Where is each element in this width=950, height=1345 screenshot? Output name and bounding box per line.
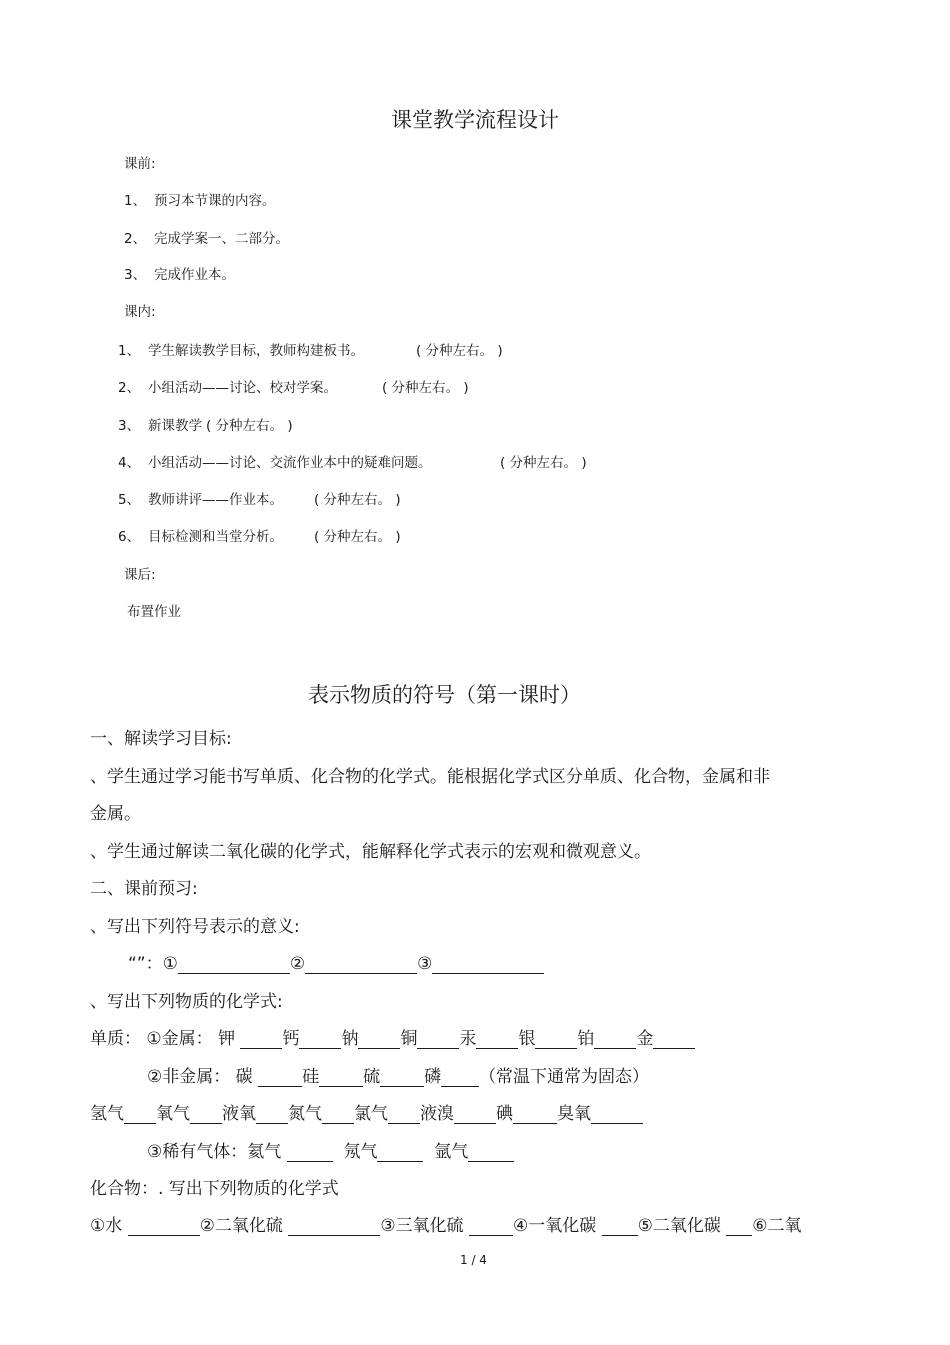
- duration-note: ( 分种左右。 ): [314, 492, 401, 508]
- blank-line[interactable]: [287, 1144, 333, 1162]
- goal-text: 、学生通过解读二氧化碳的化学式，能解释化学式表示的宏观和微观意义。: [90, 842, 651, 862]
- blank-line[interactable]: [469, 1218, 513, 1236]
- blank-line[interactable]: [256, 1106, 288, 1124]
- after-class-heading: 课后:: [124, 567, 156, 583]
- page-number: 1 / 4: [460, 1253, 487, 1267]
- list-item: 1、 预习本节课的内容。: [124, 193, 276, 209]
- blank-line[interactable]: [190, 1106, 222, 1124]
- blank-line[interactable]: [476, 1031, 518, 1049]
- blank-line[interactable]: [726, 1218, 752, 1236]
- list-item: 2、 完成学案一、二部分。: [124, 231, 289, 247]
- blank-line[interactable]: [128, 1218, 200, 1236]
- page-title: 课堂教学流程设计: [391, 108, 559, 132]
- preview-heading: 二、课前预习:: [90, 879, 198, 899]
- blank-line[interactable]: [178, 956, 290, 974]
- blank-line[interactable]: [653, 1031, 695, 1049]
- goal-text: 金属。: [90, 804, 141, 824]
- blank-line[interactable]: [305, 956, 417, 974]
- list-item: 2、 小组活动——讨论、校对学案。: [118, 380, 337, 396]
- blank-line[interactable]: [322, 1106, 354, 1124]
- goal-text: 、学生通过学习能书写单质、化合物的化学式。能根据化学式区分单质、化合物，金属和非: [90, 767, 770, 787]
- blank-line[interactable]: [388, 1106, 420, 1124]
- blank-line[interactable]: [288, 1218, 380, 1236]
- blank-line[interactable]: [594, 1031, 636, 1049]
- list-item: 5、 教师讲评——作业本。: [118, 492, 283, 508]
- blank-line[interactable]: [468, 1144, 514, 1162]
- question-text: 、写出下列物质的化学式:: [90, 992, 283, 1012]
- goal-heading: 一、解读学习目标:: [90, 729, 232, 749]
- duration-note: ( 分种左右。 ): [382, 380, 469, 396]
- list-item: 4、 小组活动——讨论、交流作业本中的疑难问题。: [118, 455, 432, 471]
- compound-heading: 化合物：. 写出下列物质的化学式: [90, 1179, 339, 1199]
- blank-line[interactable]: [441, 1069, 479, 1087]
- before-class-heading: 课前:: [124, 156, 156, 172]
- gas-row: 氢气 氧气 液氧 氮气 氯气 液溴 碘 臭氧: [90, 1099, 643, 1124]
- blank-line[interactable]: [417, 1031, 459, 1049]
- compound-row: ①水 ②二氧化硫 ③三氧化硫 ④一氧化碳 ⑤二氧化碳 ⑥二氧: [90, 1216, 802, 1236]
- blank-line[interactable]: [258, 1069, 302, 1087]
- duration-note: ( 分种左右。 ): [500, 455, 587, 471]
- noble-gas-row: ③稀有气体：氦气 氖气 氩气: [147, 1137, 514, 1162]
- list-item: 3、 新课教学: [118, 418, 202, 434]
- list-item: 6、 目标检测和当堂分析。: [118, 529, 283, 545]
- in-class-heading: 课内:: [124, 304, 156, 320]
- blank-line[interactable]: [377, 1144, 423, 1162]
- blank-line[interactable]: [432, 956, 544, 974]
- blank-line[interactable]: [535, 1031, 577, 1049]
- metal-row: 单质： ①金属： 钾 钙 钠 铜 汞 银 铂 金: [90, 1024, 695, 1049]
- duration-note: ( 分种左右。 ): [206, 418, 293, 434]
- nonmetal-row: ②非金属： 碳 硅 硫 磷 （常温下通常为固态）: [147, 1067, 650, 1087]
- lesson-title: 表示物质的符号（第一课时）: [308, 683, 581, 707]
- blank-line[interactable]: [358, 1031, 400, 1049]
- question-text: 、写出下列符号表示的意义:: [90, 917, 300, 937]
- blank-line[interactable]: [240, 1031, 282, 1049]
- list-item: 1、 学生解读教学目标，教师构建板书。: [118, 343, 364, 359]
- blank-line[interactable]: [454, 1106, 496, 1124]
- homework-text: 布置作业: [127, 604, 181, 620]
- blank-line[interactable]: [299, 1031, 341, 1049]
- blank-line[interactable]: [319, 1069, 363, 1087]
- duration-note: ( 分种左右。 ): [314, 529, 401, 545]
- blank-line[interactable]: [591, 1106, 643, 1124]
- blank-line[interactable]: [602, 1218, 638, 1236]
- blank-line[interactable]: [513, 1106, 557, 1124]
- symbol-meaning-row: “”：① ② ③: [128, 949, 544, 974]
- list-item: 3、 完成作业本。: [124, 267, 235, 283]
- duration-note: ( 分种左右。 ): [416, 343, 503, 359]
- blank-line[interactable]: [380, 1069, 424, 1087]
- blank-line[interactable]: [124, 1106, 156, 1124]
